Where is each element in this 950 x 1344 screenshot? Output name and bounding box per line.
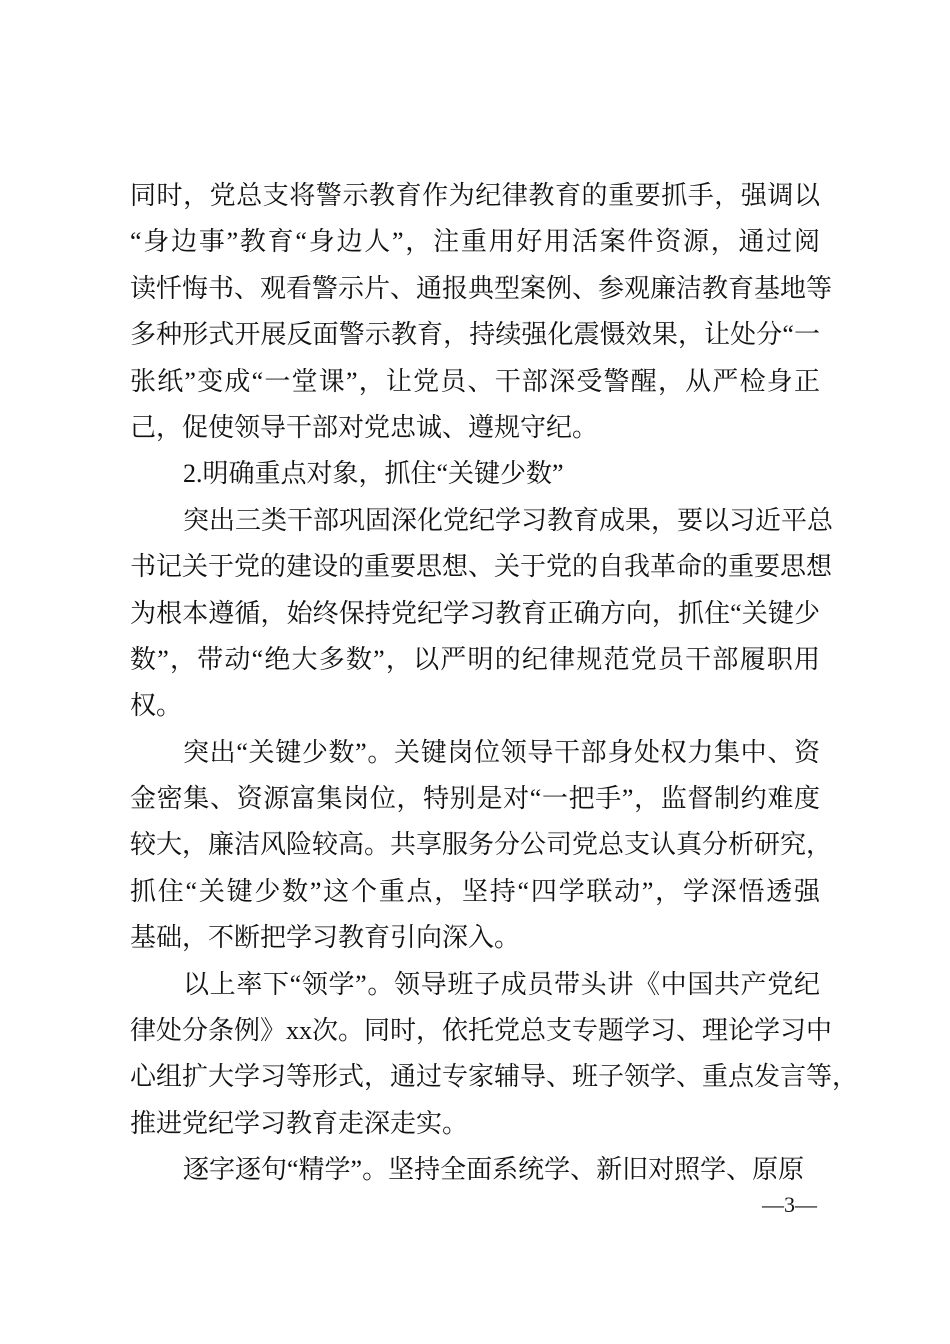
text-line: 心组扩大学习等形式，通过专家辅导、班子领学、重点发言等， [130, 1062, 859, 1092]
text-line: 抓住“关键少数”这个重点，坚持“四学联动”，学深悟透强 [130, 876, 820, 906]
text-line: “身边事”教育“身边人”，注重用好用活案件资源，通过阅 [130, 227, 820, 257]
text-line: 金密集、资源富集岗位，特别是对“一把手”，监督制约难度 [130, 784, 820, 814]
text-line: 突出“关键少数”。关键岗位领导干部身处权力集中、资 [183, 737, 820, 767]
text-line: 2.明确重点对象，抓住“关键少数” [183, 459, 564, 489]
text-line: 多种形式开展反面警示教育，持续强化震慑效果，让处分“一 [130, 320, 820, 350]
text-line: 推进党纪学习教育走深走实。 [130, 1108, 469, 1138]
text-line: 书记关于党的建设的重要思想、关于党的自我革命的重要思想 [130, 552, 833, 582]
paragraph [130, 962, 859, 1148]
text-line: 逐字逐句“精学”。坚持全面系统学、新旧对照学、原原 [183, 1155, 805, 1185]
paragraph [130, 173, 833, 451]
text-line: 较大，廉洁风险较高。共享服务分公司党总支认真分析研究， [130, 830, 833, 860]
text-line: 权。 [130, 691, 183, 721]
text-line: 律处分条例》xx次。同时，依托党总支专题学习、理论学习中 [130, 1016, 833, 1046]
paragraph [130, 1147, 820, 1193]
text-line: 张纸”变成“一堂课”，让党员、干部深受警醒，从严检身正 [130, 366, 820, 396]
text-line: 同时，党总支将警示教育作为纪律教育的重要抓手，强调以 [130, 181, 820, 210]
paragraph [130, 730, 833, 962]
text-line: 以上率下“领学”。领导班子成员带头讲《中国共产党纪 [183, 969, 820, 999]
section-heading [130, 451, 820, 497]
text-line: 数”，带动“绝大多数”，以严明的纪律规范党员干部履职用 [130, 644, 820, 674]
paragraph [130, 498, 834, 730]
text-line: 读忏悔书、观看警示片、通报典型案例、参观廉洁教育基地等 [130, 273, 833, 303]
text-line: 基础，不断把学习教育引向深入。 [130, 923, 521, 953]
text-line: 为根本遵循，始终保持党纪学习教育正确方向，抓住“关键少 [130, 598, 820, 628]
document-body [130, 173, 859, 1194]
text-line: 突出三类干部巩固深化党纪学习教育成果，要以习近平总 [183, 505, 834, 535]
text-line: 己，促使领导干部对党忠诚、遵规守纪。 [130, 412, 599, 442]
page-number: —3— [762, 1192, 817, 1217]
